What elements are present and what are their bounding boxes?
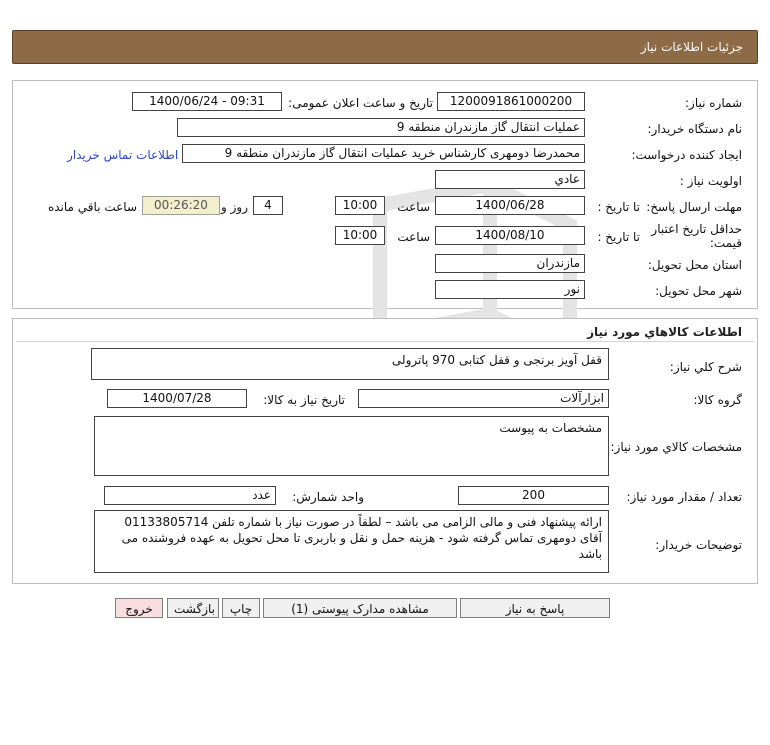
unit-label: واحد شمارش: <box>292 490 364 504</box>
page-header <box>12 30 758 64</box>
city-label: شهر محل تحویل: <box>655 284 742 298</box>
goods-group-field: ابزارآلات <box>358 389 609 408</box>
time-remaining-field: 00:26:20 <box>142 196 220 215</box>
validity-to-date-label: تا تاریخ : <box>597 230 640 244</box>
deadline-time-label: ساعت <box>397 200 430 214</box>
summary-field: قفل آویز برنجی و قفل کتابی 970 پاترولی <box>91 348 609 380</box>
province-field: مازندران <box>435 254 585 273</box>
specs-label: مشخصات كالاي مورد نياز: <box>610 440 742 454</box>
page-title: جزئیات اطلاعات نیاز <box>640 40 743 54</box>
announce-label: تاریخ و ساعت اعلان عمومی: <box>288 96 433 110</box>
time-remaining-label: ساعت باقي مانده <box>47 200 137 214</box>
back-button[interactable]: بازگشت <box>167 598 219 618</box>
summary-label: شرح كلي نياز: <box>669 360 742 374</box>
need-number-label: شماره نیاز: <box>685 96 742 110</box>
buyer-notes-label: توضيحات خريدار: <box>655 538 742 552</box>
announce-field: 1400/06/24 - 09:31 <box>132 92 282 111</box>
validity-date-field: 1400/08/10 <box>435 226 585 245</box>
need-date-label: تاریخ نیاز به کالا: <box>263 393 345 407</box>
need-details-panel <box>12 80 758 309</box>
days-label: روز و <box>221 200 248 214</box>
quantity-field: 200 <box>458 486 609 505</box>
need-date-field: 1400/07/28 <box>107 389 247 408</box>
province-label: استان محل تحویل: <box>647 258 742 272</box>
buyer-org-field: عملیات انتقال گاز مازندران منطقه 9 <box>177 118 585 137</box>
print-button[interactable]: چاپ <box>222 598 260 618</box>
buyer-contact-link[interactable]: اطلاعات تماس خریدار <box>67 148 179 162</box>
validity-time-field: 10:00 <box>335 226 385 245</box>
priority-label: اولویت نیاز : <box>679 174 742 188</box>
validity-label-line2: قیمت: <box>709 236 742 250</box>
reply-button[interactable]: پاسخ به نیاز <box>460 598 610 618</box>
deadline-to-date-label: تا تاریخ : <box>597 200 640 214</box>
priority-field: عادي <box>435 170 585 189</box>
validity-label-line1: حداقل تاریخ اعتبار <box>651 222 742 236</box>
need-number-field: 1200091861000200 <box>437 92 585 111</box>
city-field: نور <box>435 280 585 299</box>
goods-section-title: اطلاعات كالاهاي مورد نياز <box>587 325 742 339</box>
view-attachments-button[interactable]: مشاهده مدارک پیوستی (1) <box>263 598 457 618</box>
buyer-notes-field: ارائه پیشنهاد فنی و مالی الزامی می باشد – لطفاً در صورت نیاز با شماره تلفن 01133805714 آقای دومهری تماس گرفته شود - هزینه حمل و نقل و باربری تا محل تحویل به عهده فروشنده می باشد <box>94 510 609 573</box>
buyer-org-label: نام دستگاه خریدار: <box>647 122 742 136</box>
deadline-date-field: 1400/06/28 <box>435 196 585 215</box>
days-remaining-field: 4 <box>253 196 283 215</box>
goods-divider <box>16 341 754 342</box>
unit-field: عدد <box>104 486 276 505</box>
specs-field: مشخصات به پیوست <box>94 416 609 476</box>
goods-group-label: گروه كالا: <box>693 393 742 407</box>
requester-label: ایجاد کننده درخواست: <box>631 148 742 162</box>
requester-field: محمدرضا دومهری کارشناس خرید عملیات انتقال گاز مازندران منطقه 9 <box>182 144 585 163</box>
exit-button[interactable]: خروج <box>115 598 163 618</box>
deadline-time-field: 10:00 <box>335 196 385 215</box>
validity-time-label: ساعت <box>397 230 430 244</box>
deadline-label: مهلت ارسال پاسخ: <box>646 200 742 214</box>
quantity-label: تعداد / مقدار مورد نیاز: <box>626 490 742 504</box>
